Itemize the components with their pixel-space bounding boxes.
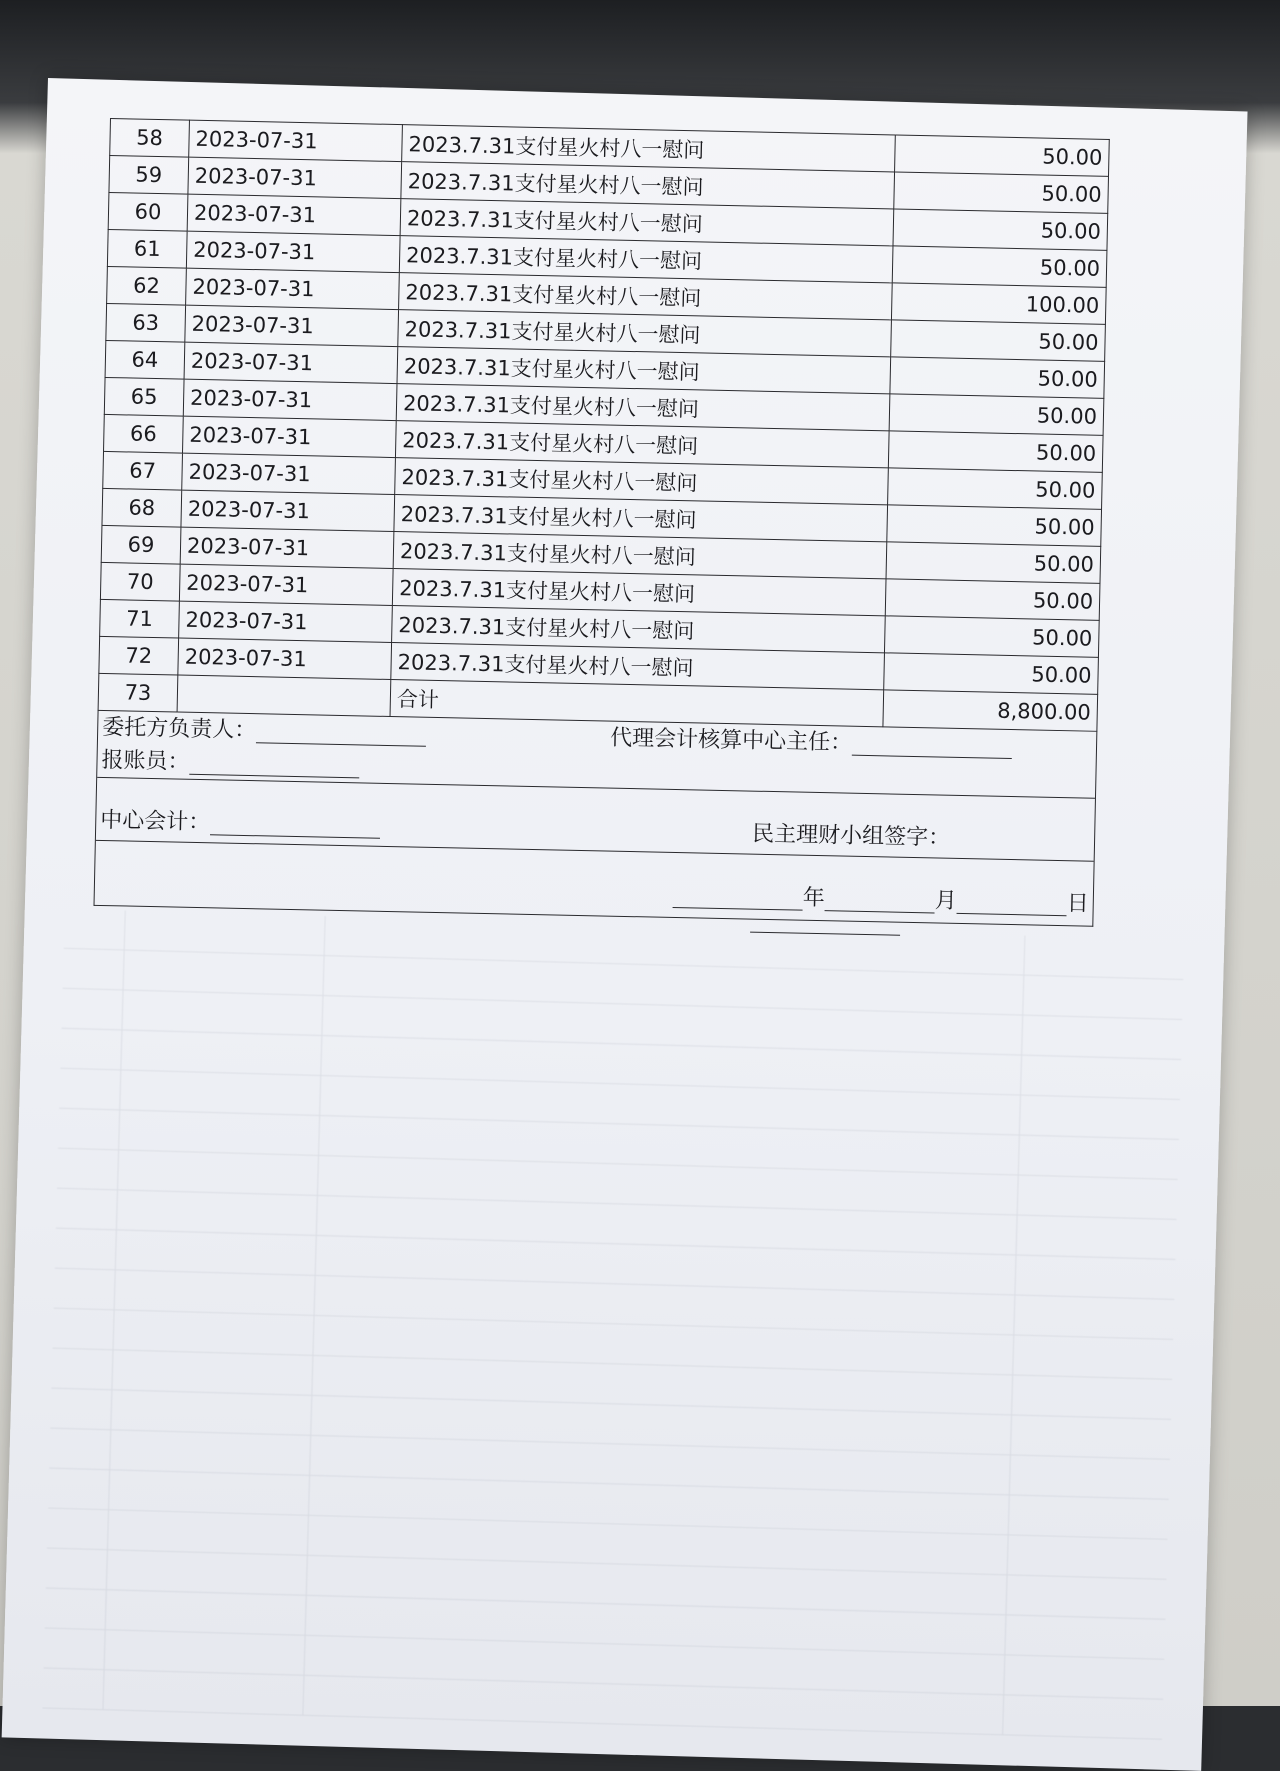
row-description: 2023.7.31支付星火村八一慰问 — [399, 236, 893, 283]
row-date: 2023-07-31 — [181, 490, 395, 531]
total-amount: 8,800.00 — [883, 690, 1098, 731]
row-amount: 50.00 — [890, 357, 1105, 398]
row-description: 2023.7.31支付星火村八一慰问 — [402, 125, 896, 172]
center-director-label: 代理会计核算中心主任： — [609, 725, 853, 756]
row-number: 70 — [100, 562, 180, 601]
row-amount: 100.00 — [891, 283, 1106, 324]
row-date: 2023-07-31 — [187, 194, 401, 235]
row-amount: 50.00 — [888, 431, 1103, 472]
row-number: 69 — [101, 525, 181, 564]
row-amount: 50.00 — [887, 505, 1102, 546]
row-description: 2023.7.31支付星火村八一慰问 — [391, 643, 885, 690]
row-number: 62 — [107, 266, 187, 305]
row-date: 2023-07-31 — [188, 157, 402, 198]
day-label: 日 — [1066, 891, 1090, 917]
row-date: 2023-07-31 — [180, 527, 394, 568]
client-head-label: 委托方负责人： — [101, 714, 257, 744]
center-accountant-signature-line[interactable] — [210, 812, 380, 839]
signature-block — [93, 711, 1097, 927]
row-description: 2023.7.31支付星火村八一慰问 — [392, 606, 886, 653]
row-description: 2023.7.31支付星火村八一慰问 — [397, 347, 891, 394]
row-description: 2023.7.31支付星火村八一慰问 — [395, 458, 889, 505]
row-date: 2023-07-31 — [189, 120, 403, 161]
row-description: 2023.7.31支付星火村八一慰问 — [392, 569, 886, 616]
row-number: 61 — [107, 229, 187, 268]
row-description: 2023.7.31支付星火村八一慰问 — [396, 384, 890, 431]
row-description: 2023.7.31支付星火村八一慰问 — [399, 273, 893, 320]
row-date: 2023-07-31 — [179, 564, 393, 605]
row-amount: 50.00 — [889, 394, 1104, 435]
row-amount: 50.00 — [888, 468, 1103, 509]
bookkeeper-signature-line[interactable] — [189, 751, 359, 778]
row-description: 2023.7.31支付星火村八一慰问 — [395, 421, 889, 468]
row-amount: 50.00 — [895, 135, 1110, 176]
row-date: 2023-07-31 — [178, 638, 392, 679]
year-blank[interactable] — [673, 884, 803, 910]
year-label: 年 — [802, 885, 826, 912]
total-row-number: 73 — [98, 673, 178, 712]
row-number: 64 — [105, 340, 185, 379]
month-label: 月 — [934, 888, 958, 914]
ledger-body — [98, 119, 1109, 732]
row-amount: 50.00 — [891, 320, 1106, 361]
row-date: 2023-07-31 — [182, 453, 396, 494]
row-date: 2023-07-31 — [185, 305, 399, 346]
row-number: 66 — [104, 414, 184, 453]
row-description: 2023.7.31支付星火村八一慰问 — [400, 199, 894, 246]
row-date: 2023-07-31 — [186, 231, 400, 272]
row-number: 59 — [109, 156, 189, 195]
row-date: 2023-07-31 — [183, 379, 397, 420]
row-number: 63 — [106, 303, 186, 342]
row-number: 60 — [108, 192, 188, 231]
row-description: 2023.7.31支付星火村八一慰问 — [393, 532, 887, 579]
row-date: 2023-07-31 — [182, 416, 396, 457]
center-accountant-label: 中心会计： — [100, 807, 211, 836]
finance-group-label: 民主理财小组签字： — [751, 821, 951, 851]
row-number: 68 — [102, 488, 182, 527]
row-amount: 50.00 — [893, 209, 1108, 250]
row-amount: 50.00 — [892, 246, 1107, 287]
total-label: 合计 — [390, 680, 884, 727]
row-description: 2023.7.31支付星火村八一慰问 — [398, 310, 892, 357]
row-description: 2023.7.31支付星火村八一慰问 — [394, 495, 888, 542]
row-amount: 50.00 — [886, 542, 1101, 583]
ledger-table — [98, 118, 1110, 732]
row-date: 2023-07-31 — [179, 601, 393, 642]
row-number: 67 — [103, 451, 183, 490]
row-date: 2023-07-31 — [186, 268, 400, 309]
row-amount: 50.00 — [894, 172, 1109, 213]
row-number: 58 — [110, 119, 190, 158]
row-amount: 50.00 — [884, 616, 1099, 657]
row-date: 2023-07-31 — [184, 342, 398, 383]
ledger-section — [93, 118, 1109, 927]
total-row-date — [177, 675, 391, 716]
day-blank[interactable] — [957, 890, 1067, 915]
show-through-previous-page — [42, 909, 1184, 1740]
center-director-signature-line[interactable] — [852, 732, 1012, 758]
row-amount: 50.00 — [885, 579, 1100, 620]
bookkeeper-label: 报账员： — [101, 747, 190, 775]
row-number: 65 — [104, 377, 184, 416]
row-description: 2023.7.31支付星火村八一慰问 — [401, 162, 895, 209]
month-blank[interactable] — [825, 888, 935, 913]
row-number: 72 — [99, 636, 179, 675]
client-head-signature-line[interactable] — [256, 720, 426, 747]
row-number: 71 — [100, 599, 180, 638]
row-amount: 50.00 — [884, 653, 1099, 694]
